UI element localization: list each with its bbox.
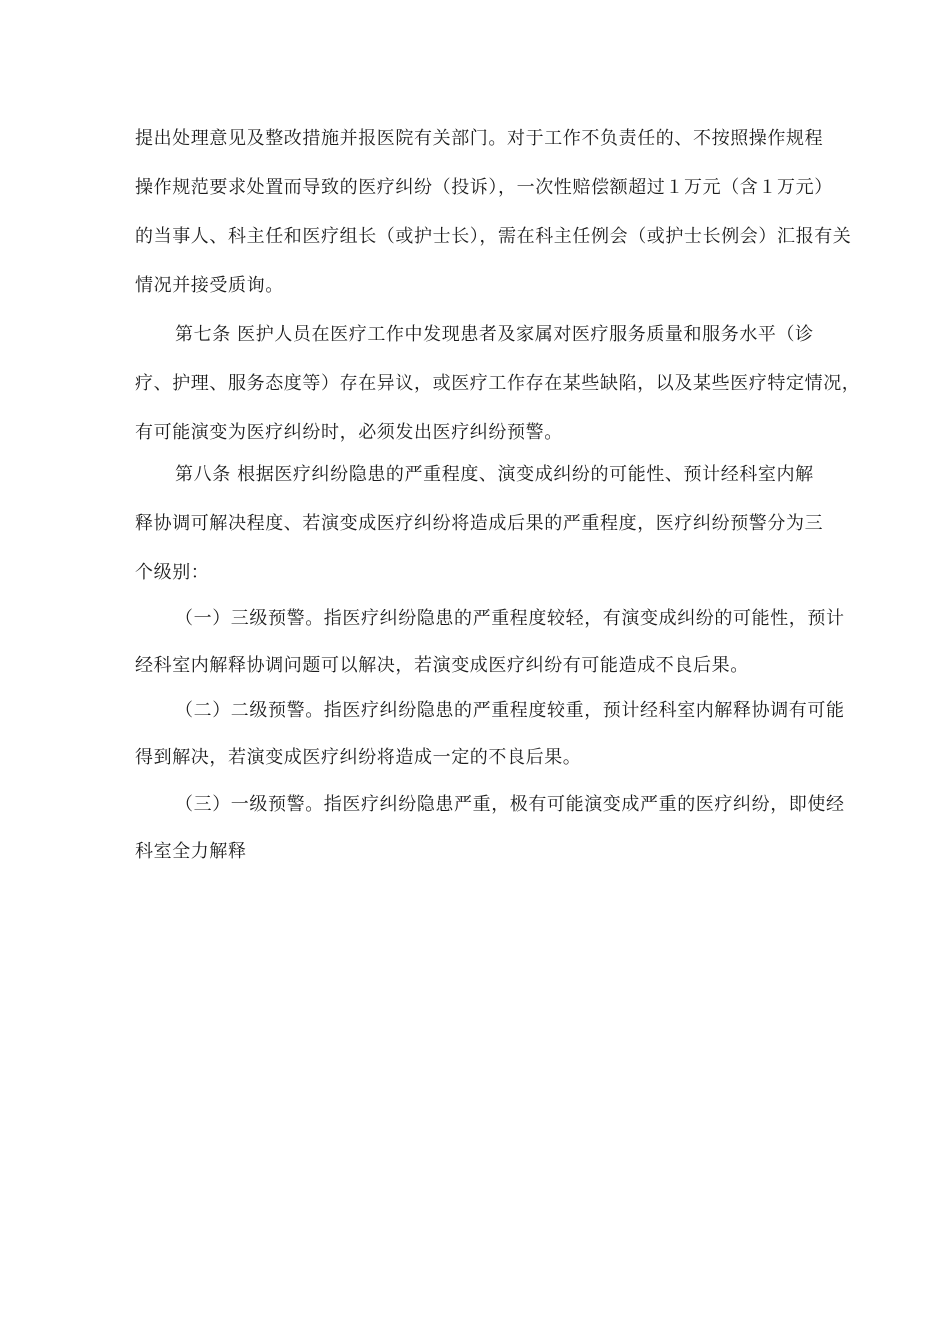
- paragraph-line: 的当事人、科主任和医疗组长（或护士长），需在科主任例会（或护士长例会）汇报有关: [135, 226, 852, 247]
- level-2-warning-line: （二）二级预警。指医疗纠纷隐患的严重程度较重，预计经科室内解释协调有可能: [175, 700, 845, 721]
- article-7-line: 第七条 医护人员在医疗工作中发现患者及家属对医疗服务质量和服务水平（诊: [175, 324, 814, 345]
- level-1-warning-line: （三）一级预警。指医疗纠纷隐患严重，极有可能演变成严重的医疗纠纷，即使经: [175, 794, 845, 815]
- paragraph-line: 疗、护理、服务态度等）存在异议，或医疗工作存在某些缺陷，以及某些医疗特定情况，: [135, 373, 861, 394]
- paragraph-line: 经科室内解释协调问题可以解决，若演变成医疗纠纷有可能造成不良后果。: [135, 655, 749, 676]
- paragraph-line: 得到解决，若演变成医疗纠纷将造成一定的不良后果。: [135, 747, 582, 768]
- level-3-warning-line: （一）三级预警。指医疗纠纷隐患的严重程度较轻，有演变成纠纷的可能性，预计: [175, 608, 845, 629]
- paragraph-line: 情况并接受质询。: [135, 275, 284, 296]
- paragraph-line: 操作规范要求处置而导致的医疗纠纷（投诉），一次性赔偿额超过１万元（含１万元）: [135, 177, 833, 198]
- paragraph-line: 有可能演变为医疗纠纷时，必须发出医疗纠纷预警。: [135, 422, 563, 443]
- article-8-line: 第八条 根据医疗纠纷隐患的严重程度、演变成纠纷的可能性、预计经科室内解: [175, 464, 814, 485]
- paragraph-line: 提出处理意见及整改措施并报医院有关部门。对于工作不负责任的、不按照操作规程: [135, 128, 824, 149]
- paragraph-line: 释协调可解决程度、若演变成医疗纠纷将造成后果的严重程度，医疗纠纷预警分为三: [135, 513, 824, 534]
- paragraph-line: 个级别：: [135, 562, 210, 583]
- paragraph-line: 科室全力解释: [135, 841, 247, 862]
